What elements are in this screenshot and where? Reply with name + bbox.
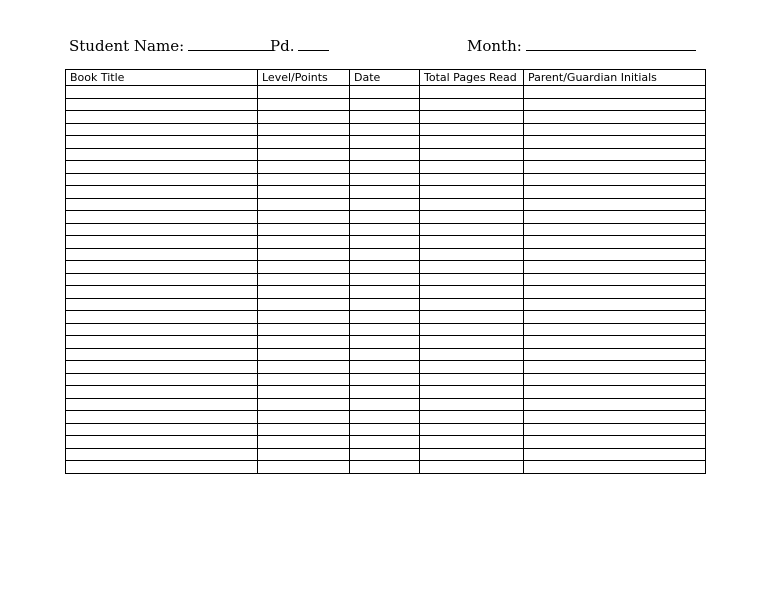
- parent-initials-cell[interactable]: [524, 236, 706, 249]
- date-cell[interactable]: [350, 198, 420, 211]
- book-title-cell[interactable]: [66, 286, 258, 299]
- level-points-cell[interactable]: [258, 411, 350, 424]
- period-label: Pd.: [270, 37, 295, 55]
- parent-initials-cell[interactable]: [524, 298, 706, 311]
- form-header: [0, 33, 768, 59]
- total-pages-cell[interactable]: [420, 311, 524, 324]
- total-pages-cell[interactable]: [420, 261, 524, 274]
- total-pages-cell[interactable]: [420, 336, 524, 349]
- level-points-cell[interactable]: [258, 223, 350, 236]
- table-row: [66, 198, 706, 211]
- date-cell[interactable]: [350, 236, 420, 249]
- total-pages-cell[interactable]: [420, 436, 524, 449]
- parent-initials-cell[interactable]: [524, 423, 706, 436]
- level-points-cell[interactable]: [258, 348, 350, 361]
- table-row: [66, 148, 706, 161]
- date-cell[interactable]: [350, 148, 420, 161]
- book-title-cell[interactable]: [66, 386, 258, 399]
- table-row: [66, 461, 706, 474]
- parent-initials-cell[interactable]: [524, 111, 706, 124]
- level-points-cell[interactable]: [258, 211, 350, 224]
- level-points-cell[interactable]: [258, 286, 350, 299]
- parent-initials-cell[interactable]: [524, 161, 706, 174]
- total-pages-cell[interactable]: [420, 411, 524, 424]
- level-points-cell[interactable]: [258, 398, 350, 411]
- level-points-cell[interactable]: [258, 186, 350, 199]
- total-pages-cell[interactable]: [420, 323, 524, 336]
- date-cell[interactable]: [350, 273, 420, 286]
- total-pages-cell[interactable]: [420, 161, 524, 174]
- date-cell[interactable]: [350, 386, 420, 399]
- book-title-cell[interactable]: [66, 236, 258, 249]
- parent-initials-cell[interactable]: [524, 323, 706, 336]
- level-points-cell[interactable]: [258, 448, 350, 461]
- date-cell[interactable]: [350, 336, 420, 349]
- book-title-cell[interactable]: [66, 423, 258, 436]
- parent-initials-cell[interactable]: [524, 261, 706, 274]
- table-row: [66, 361, 706, 374]
- level-points-cell[interactable]: [258, 323, 350, 336]
- table-row: [66, 373, 706, 386]
- parent-initials-cell[interactable]: [524, 123, 706, 136]
- date-cell[interactable]: [350, 311, 420, 324]
- date-cell[interactable]: [350, 186, 420, 199]
- table-row: [66, 298, 706, 311]
- parent-initials-cell[interactable]: [524, 173, 706, 186]
- level-points-cell[interactable]: [258, 98, 350, 111]
- book-title-cell[interactable]: [66, 273, 258, 286]
- total-pages-cell[interactable]: [420, 86, 524, 99]
- total-pages-cell[interactable]: [420, 248, 524, 261]
- level-points-cell[interactable]: [258, 361, 350, 374]
- total-pages-cell[interactable]: [420, 398, 524, 411]
- level-points-cell[interactable]: [258, 423, 350, 436]
- book-title-cell[interactable]: [66, 248, 258, 261]
- book-title-cell[interactable]: [66, 211, 258, 224]
- total-pages-cell[interactable]: [420, 373, 524, 386]
- level-points-cell[interactable]: [258, 86, 350, 99]
- table-row: [66, 248, 706, 261]
- total-pages-cell[interactable]: [420, 173, 524, 186]
- total-pages-cell[interactable]: [420, 361, 524, 374]
- table-row: [66, 423, 706, 436]
- period-field: [270, 36, 329, 55]
- level-points-cell[interactable]: [258, 111, 350, 124]
- total-pages-cell[interactable]: [420, 123, 524, 136]
- total-pages-cell[interactable]: [420, 198, 524, 211]
- book-title-cell[interactable]: [66, 123, 258, 136]
- date-cell[interactable]: [350, 261, 420, 274]
- total-pages-cell[interactable]: [420, 448, 524, 461]
- book-title-cell[interactable]: [66, 311, 258, 324]
- total-pages-cell[interactable]: [420, 236, 524, 249]
- parent-initials-cell[interactable]: [524, 136, 706, 149]
- student-name-blank[interactable]: [188, 36, 274, 51]
- book-title-cell[interactable]: [66, 148, 258, 161]
- parent-initials-cell[interactable]: [524, 248, 706, 261]
- column-header-total-pages-read: Total Pages Read: [420, 70, 524, 86]
- level-points-cell[interactable]: [258, 461, 350, 474]
- date-cell[interactable]: [350, 248, 420, 261]
- parent-initials-cell[interactable]: [524, 273, 706, 286]
- parent-initials-cell[interactable]: [524, 411, 706, 424]
- total-pages-cell[interactable]: [420, 348, 524, 361]
- level-points-cell[interactable]: [258, 248, 350, 261]
- book-title-cell[interactable]: [66, 161, 258, 174]
- table-row: [66, 273, 706, 286]
- date-cell[interactable]: [350, 348, 420, 361]
- book-title-cell[interactable]: [66, 461, 258, 474]
- total-pages-cell[interactable]: [420, 286, 524, 299]
- month-blank[interactable]: [526, 36, 696, 51]
- parent-initials-cell[interactable]: [524, 198, 706, 211]
- level-points-cell[interactable]: [258, 436, 350, 449]
- date-cell[interactable]: [350, 211, 420, 224]
- date-cell[interactable]: [350, 361, 420, 374]
- level-points-cell[interactable]: [258, 386, 350, 399]
- table-row: [66, 336, 706, 349]
- column-header-book-title: Book Title: [66, 70, 258, 86]
- table-row: [66, 261, 706, 274]
- book-title-cell[interactable]: [66, 86, 258, 99]
- table-row: [66, 136, 706, 149]
- level-points-cell[interactable]: [258, 161, 350, 174]
- parent-initials-cell[interactable]: [524, 398, 706, 411]
- date-cell[interactable]: [350, 223, 420, 236]
- book-title-cell[interactable]: [66, 361, 258, 374]
- date-cell[interactable]: [350, 173, 420, 186]
- book-title-cell[interactable]: [66, 298, 258, 311]
- parent-initials-cell[interactable]: [524, 336, 706, 349]
- level-points-cell[interactable]: [258, 173, 350, 186]
- level-points-cell[interactable]: [258, 311, 350, 324]
- parent-initials-cell[interactable]: [524, 223, 706, 236]
- parent-initials-cell[interactable]: [524, 211, 706, 224]
- parent-initials-cell[interactable]: [524, 448, 706, 461]
- date-cell[interactable]: [350, 123, 420, 136]
- table-row: [66, 311, 706, 324]
- date-cell[interactable]: [350, 373, 420, 386]
- book-title-cell[interactable]: [66, 348, 258, 361]
- level-points-cell[interactable]: [258, 136, 350, 149]
- total-pages-cell[interactable]: [420, 461, 524, 474]
- column-header-parent-initials: Parent/Guardian Initials: [524, 70, 706, 86]
- parent-initials-cell[interactable]: [524, 436, 706, 449]
- date-cell[interactable]: [350, 111, 420, 124]
- parent-initials-cell[interactable]: [524, 286, 706, 299]
- table-row: [66, 386, 706, 399]
- total-pages-cell[interactable]: [420, 186, 524, 199]
- book-title-cell[interactable]: [66, 398, 258, 411]
- total-pages-cell[interactable]: [420, 273, 524, 286]
- table-row: [66, 98, 706, 111]
- table-row: [66, 323, 706, 336]
- column-header-level-points: Level/Points: [258, 70, 350, 86]
- total-pages-cell[interactable]: [420, 223, 524, 236]
- table-row: [66, 111, 706, 124]
- date-cell[interactable]: [350, 161, 420, 174]
- table-row: [66, 398, 706, 411]
- parent-initials-cell[interactable]: [524, 86, 706, 99]
- date-cell[interactable]: [350, 136, 420, 149]
- table-row: [66, 236, 706, 249]
- book-title-cell[interactable]: [66, 223, 258, 236]
- parent-initials-cell[interactable]: [524, 361, 706, 374]
- parent-initials-cell[interactable]: [524, 373, 706, 386]
- date-cell[interactable]: [350, 286, 420, 299]
- book-title-cell[interactable]: [66, 436, 258, 449]
- date-cell[interactable]: [350, 398, 420, 411]
- level-points-cell[interactable]: [258, 261, 350, 274]
- table-body: [66, 86, 706, 474]
- book-title-cell[interactable]: [66, 136, 258, 149]
- book-title-cell[interactable]: [66, 448, 258, 461]
- book-title-cell[interactable]: [66, 173, 258, 186]
- total-pages-cell[interactable]: [420, 298, 524, 311]
- date-cell[interactable]: [350, 86, 420, 99]
- parent-initials-cell[interactable]: [524, 311, 706, 324]
- book-title-cell[interactable]: [66, 198, 258, 211]
- table-row: [66, 411, 706, 424]
- level-points-cell[interactable]: [258, 336, 350, 349]
- total-pages-cell[interactable]: [420, 136, 524, 149]
- total-pages-cell[interactable]: [420, 111, 524, 124]
- period-blank[interactable]: [298, 36, 329, 51]
- level-points-cell[interactable]: [258, 236, 350, 249]
- parent-initials-cell[interactable]: [524, 386, 706, 399]
- total-pages-cell[interactable]: [420, 98, 524, 111]
- date-cell[interactable]: [350, 411, 420, 424]
- parent-initials-cell[interactable]: [524, 98, 706, 111]
- table-row: [66, 173, 706, 186]
- table-row: [66, 161, 706, 174]
- date-cell[interactable]: [350, 423, 420, 436]
- parent-initials-cell[interactable]: [524, 148, 706, 161]
- book-title-cell[interactable]: [66, 98, 258, 111]
- book-title-cell[interactable]: [66, 373, 258, 386]
- date-cell[interactable]: [350, 448, 420, 461]
- total-pages-cell[interactable]: [420, 148, 524, 161]
- table-row: [66, 436, 706, 449]
- total-pages-cell[interactable]: [420, 423, 524, 436]
- level-points-cell[interactable]: [258, 123, 350, 136]
- table-row: [66, 123, 706, 136]
- date-cell[interactable]: [350, 323, 420, 336]
- student-name-field: [69, 36, 274, 55]
- reading-log-table: [65, 69, 706, 474]
- month-field: [467, 36, 696, 55]
- parent-initials-cell[interactable]: [524, 186, 706, 199]
- total-pages-cell[interactable]: [420, 211, 524, 224]
- total-pages-cell[interactable]: [420, 386, 524, 399]
- level-points-cell[interactable]: [258, 373, 350, 386]
- level-points-cell[interactable]: [258, 273, 350, 286]
- student-name-label: Student Name:: [69, 37, 185, 55]
- table-row: [66, 223, 706, 236]
- table-row: [66, 211, 706, 224]
- table-row: [66, 86, 706, 99]
- book-title-cell[interactable]: [66, 323, 258, 336]
- table-row: [66, 286, 706, 299]
- date-cell[interactable]: [350, 298, 420, 311]
- book-title-cell[interactable]: [66, 111, 258, 124]
- date-cell[interactable]: [350, 461, 420, 474]
- date-cell[interactable]: [350, 98, 420, 111]
- table-row: [66, 448, 706, 461]
- book-title-cell[interactable]: [66, 186, 258, 199]
- table-row: [66, 186, 706, 199]
- book-title-cell[interactable]: [66, 411, 258, 424]
- parent-initials-cell[interactable]: [524, 461, 706, 474]
- date-cell[interactable]: [350, 436, 420, 449]
- level-points-cell[interactable]: [258, 148, 350, 161]
- table-header-row: [66, 70, 706, 86]
- level-points-cell[interactable]: [258, 198, 350, 211]
- parent-initials-cell[interactable]: [524, 348, 706, 361]
- table-row: [66, 348, 706, 361]
- month-label: Month:: [467, 37, 522, 55]
- book-title-cell[interactable]: [66, 261, 258, 274]
- book-title-cell[interactable]: [66, 336, 258, 349]
- column-header-date: Date: [350, 70, 420, 86]
- level-points-cell[interactable]: [258, 298, 350, 311]
